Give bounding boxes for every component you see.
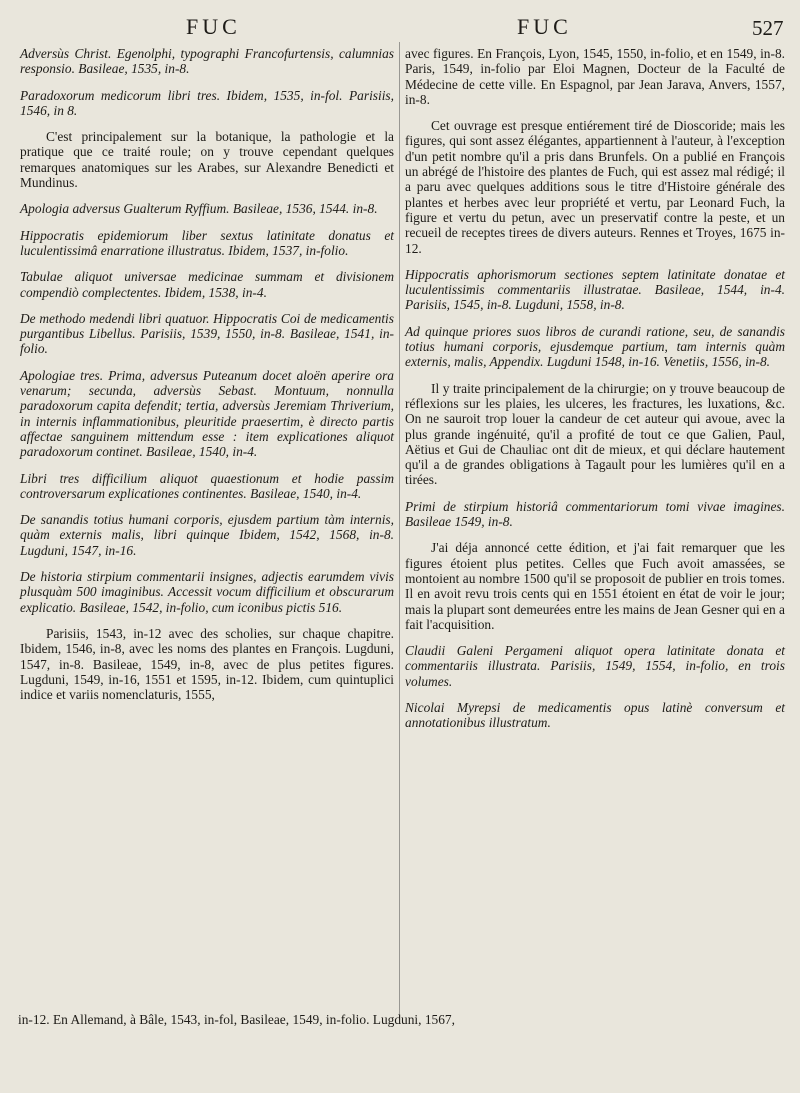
left-entry: Paradoxorum medicorum libri tres. Ibidem, 1535, in-fol. Parisiis, 1546, in 8. <box>20 87 394 118</box>
left-entry: Apologiae tres. Prima, adversus Puteanum docet aloën aperire ora venarum; secunda, adversùs Sebast. Montuum, nonnulla paradoxorum capita defendit; tertia, adversùs Jeremiam Thriverium, in internis inflammationibus, pleuritide praesertim, è directo partis affectae sanguinem mittendum esse : item explicationes aliquot paradoxorum continet. Basileae, 1540, in-4. <box>20 367 394 460</box>
right-entry: Claudii Galeni Pergameni aliquot opera latinitate donata et commentariis illustrata. Parisiis, 1549, 1554, in-folio, en trois volumes. <box>405 643 785 689</box>
header-right-word: FUC <box>517 14 572 39</box>
right-entry: Ad quinque priores suos libros de curandi ratione, seu, de sanandis totius humani corporis, ejusdemque partium, tam internis quàm externis, malis, Appendix. Lugduni 1548, in-16. Venetiis, 1556, in-8. <box>405 323 785 370</box>
left-entry: C'est principalement sur la botanique, la pathologie et la pratique que ce traité roule; on y trouve cependant quelques remarques anatomiques sur les Arabes, sur Alexandre Benedicti et Mundinus. <box>20 129 394 191</box>
left-entry: Apologia adversus Gualterum Ryffium. Basileae, 1536, 1544. in-8. <box>20 201 378 217</box>
left-entry: Parisiis, 1543, in-12 avec des scholies, sur chaque chapitre. Ibidem, 1546, in-8, avec les noms des plantes en François. Lugduni, 1547, in-8. Basileae, 1549, in-8, avec de plus petites figures. Lugduni, 1549, in-16, 1551 et 1595, in-12. Ibidem, cum quintuplici indice et variis nomenclaturis, 1555, <box>20 625 394 703</box>
column-divider <box>399 42 400 1020</box>
left-entry: Hippocratis epidemiorum liber sextus latinitate donatus et luculentissimâ enarratione illustratus. Ibidem, 1537, in-folio. <box>20 227 394 258</box>
left-entry: De sanandis totius humani corporis, ejusdem partium tàm internis, quàm externis malis, libri quinque Ibidem, 1542, 1568, in-8. Lugduni, 1547, in-16. <box>20 512 394 558</box>
running-header <box>0 14 800 44</box>
right-entry: Hippocratis aphorismorum sectiones septem latinitate donatae et luculentissimis commentariis illustratae. Basileae, 1544, in-4. Parisiis, 1545, in-8. Lugduni, 1558, in-8. <box>405 266 785 313</box>
left-entry: Libri tres difficilium aliquot quaestionum et hodie passim controversarum explicationes continentes. Basileae, 1540, in-4. <box>20 470 394 501</box>
right-entry: Primi de stirpium historiâ commentariorum tomi vivae imagines. Basileae 1549, in-8. <box>405 498 785 530</box>
page-number: 527 <box>752 16 784 40</box>
right-entry: Il y traite principalement de la chirurgie; on y trouve beaucoup de réflexions sur les plaies, les ulceres, les fractures, les luxations, &c. On ne sauroit trop louer la candeur de cet auteur qui avoue, avec la plus grande ingénuité, qu'il a profité de tout ce que Galien, Paul, Aëtius et Gui de Chauliac ont dit de mieux, et qui déclare hautement qu'il a de grandes obligations à Tagault pour les lumières qu'il en a tirées. <box>405 380 785 488</box>
header-left-word: FUC <box>186 14 241 39</box>
right-entry: avec figures. En François, Lyon, 1545, 1550, in-folio, et en 1549, in-8. Paris, 1549, in-folio par Eloi Magnen, Docteur de la Faculté de Médecine de cette ville. En Espagnol, par Jean Jarava, Anvers, 1557, in-8. <box>405 46 785 107</box>
right-entry: Nicolai Myrepsi de medicamentis opus latinè conversum et annotationibus illustratum. <box>405 699 785 731</box>
right-entry: Cet ouvrage est presque entiérement tiré de Dioscoride; mais les figures, qui sont assez élégantes, appartiennent à l'auteur, à l'exception d'un petit nombre qu'il a pris dans Brunfels. On a publié en François un abrégé de l'histoire des plantes de Fuch, qui est assez mal rédigé; il a paru avec quelques additions sous le titre d'Histoire générale des plantes et herbes avec leur propriété et vertu, par Leonard Fuch, la figure et vertu du petun, avec un preservatif contre la peste, et un recueil de receptes tirees de divers auteurs. Rennes et Troyes, 1675 in-12. <box>405 118 785 256</box>
left-entry: Adversùs Christ. Egenolphi, typographi Francofurtensis, calumnias responsio. Basileae, 1535, in-8. <box>20 46 394 77</box>
left-entry: De methodo medendi libri quatuor. Hippocratis Coi de medicamentis purgantibus Libellus. Parisiis, 1539, 1550, in-8. Basileae, 1541, in-folio. <box>20 310 394 357</box>
left-column <box>20 46 394 705</box>
right-entry: J'ai déja annoncé cette édition, et j'ai fait remarquer que les figures étoient plus petites. Celles que Fuch avoit amassées, se montoient au nombre 1500 qu'il se proposoit de publier en trois tomes. Il en avoit revu trois cents qui en 1551 étoient en état de voir le jour; mais la plupart sont demeurées entre les mains de Jean Gesner qui en a fait l'acquisition. <box>405 540 785 632</box>
left-entry: Tabulae aliquot universae medicinae summam et divisionem compendiò complectentes. Ibidem, 1538, in-4. <box>20 269 394 300</box>
right-column <box>405 46 785 734</box>
bottom-line: in-12. En Allemand, à Bâle, 1543, in-fol, Basileae, 1549, in-folio. Lugduni, 1567, <box>18 1012 455 1027</box>
left-entry: De historia stirpium commentarii insignes, adjectis earumdem vivis plusquàm 500 imaginibus. Accessit vocum difficilium et obscurarum explicatio. Basileae, 1542, in-folio, cum iconibus pictis 516. <box>20 569 394 615</box>
